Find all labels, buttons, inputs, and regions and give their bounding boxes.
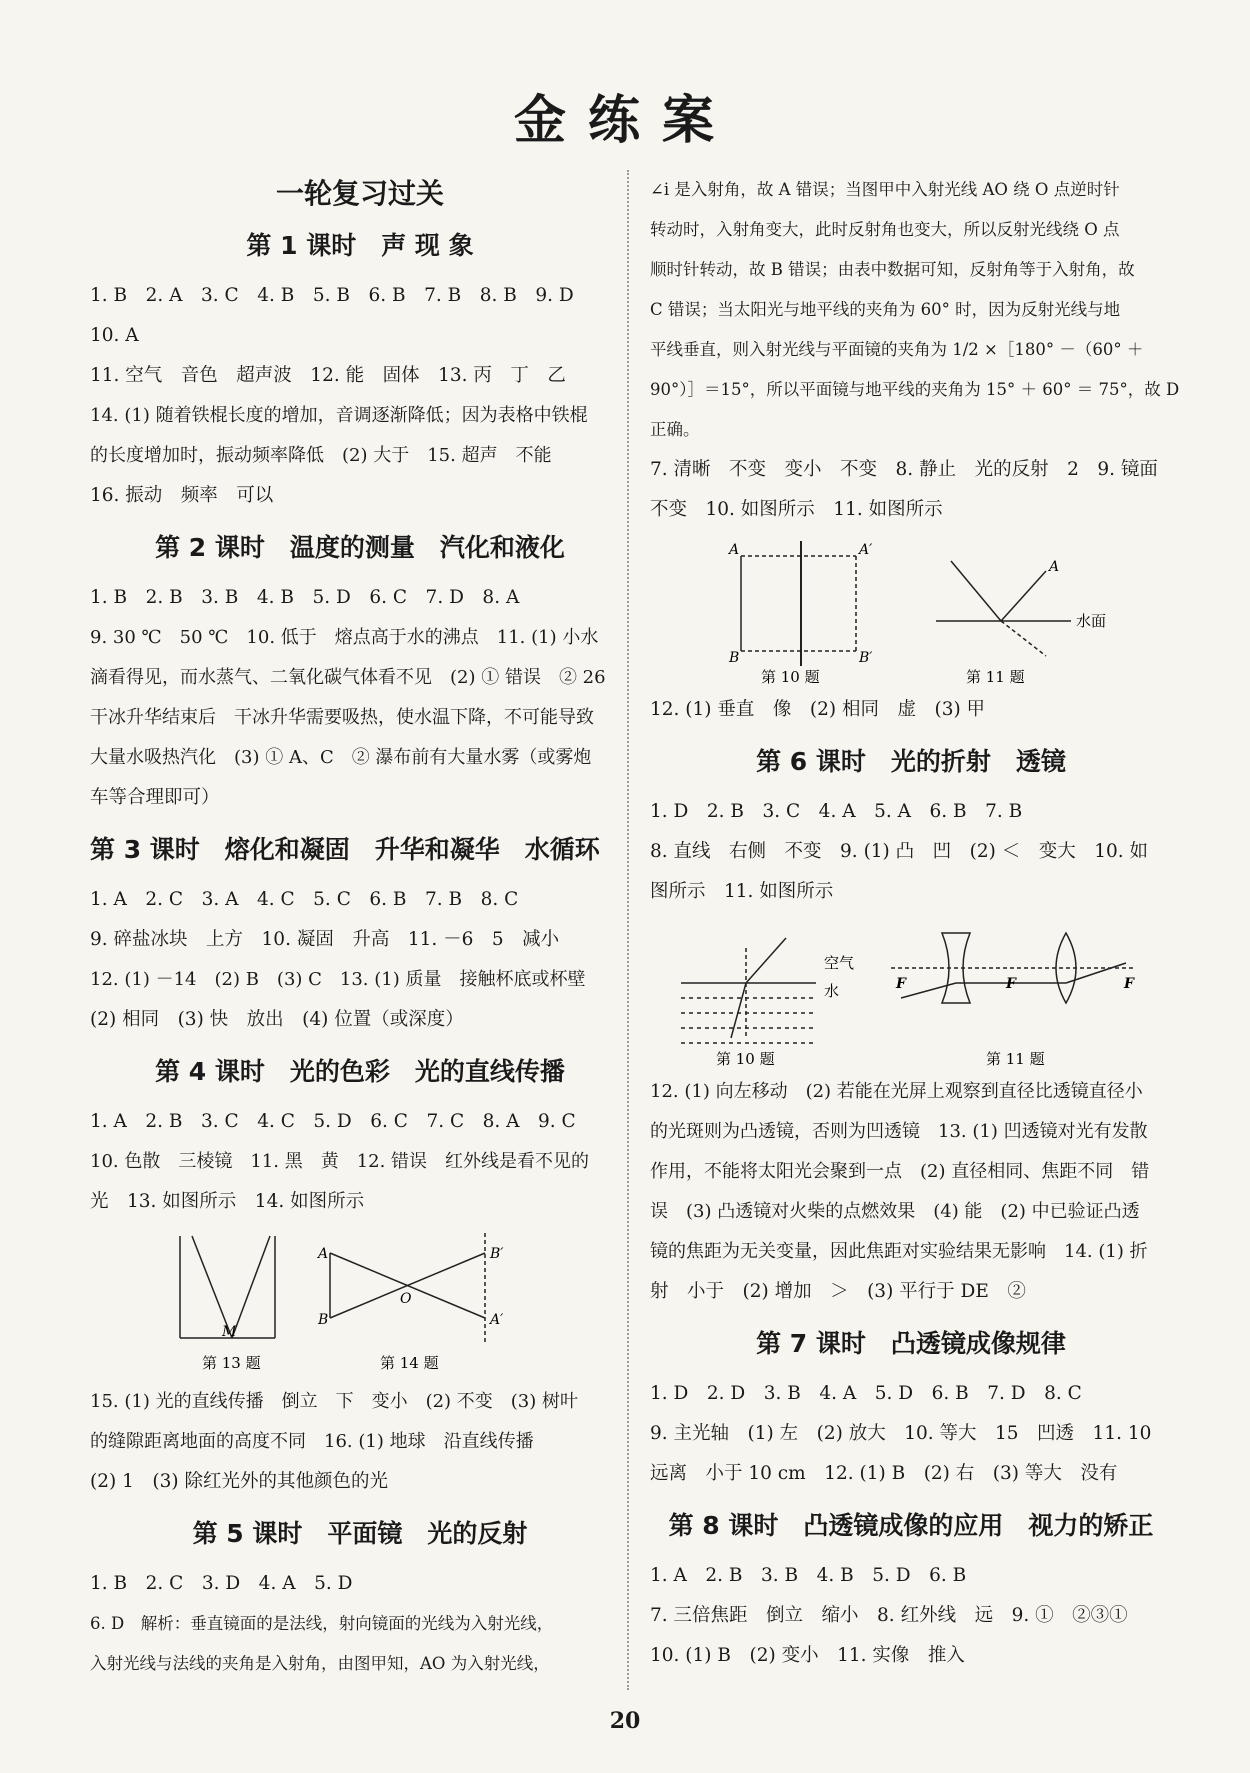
answer-line: 1. D 2. B 3. C 4. A 5. A 6. B 7. B [650,801,1023,822]
light-ray [1001,571,1046,621]
light-ray [192,1236,232,1338]
figure-10-11-reflection [701,536,1121,686]
answer-line: 正确。 [650,420,700,439]
figure-label: A [1049,559,1060,575]
answer-line: 顺时针转动，故 B 错误；由表中数据可知，反射角等于入射角，故 [650,260,1135,279]
figure-label: 水面 [1076,612,1107,630]
figure-caption: 第 11 题 [986,1050,1045,1068]
answer-line: 车等合理即可） [90,787,220,808]
answer-line: 干冰升华结束后 干冰升华需要吸热，使水温下降，不可能导致 [90,707,594,728]
section-title: 第 8 课时 凸透镜成像的应用 视力的矫正 [668,1511,1154,1540]
figure-label: B′ [859,650,873,666]
answer-line: 90°）］＝15°，所以平面镜与地平线的夹角为 15° ＋ 60° ＝ 75°，故 D [650,380,1180,399]
section-title: 第 2 课时 温度的测量 汽化和液化 [155,533,565,562]
answer-line: 的光斑则为凸透镜，否则为凹透镜 13. (1) 凹透镜对光有发散 [650,1121,1148,1142]
figure-label: F [1124,976,1134,992]
figure-label: 空气 [824,954,855,972]
answer-line: 16. 振动 频率 可以 [90,485,274,506]
figure-label: F [1006,976,1016,992]
answer-line: 12. (1) 垂直 像 (2) 相同 虚 (3) 甲 [650,699,986,720]
answer-line: 7. 清晰 不变 变小 不变 8. 静止 光的反射 2 9. 镜面 [650,459,1158,480]
section-title: 第 4 课时 光的色彩 光的直线传播 [155,1057,565,1086]
figure-caption: 第 14 题 [380,1354,439,1372]
answer-line: 7. 三倍焦距 倒立 缩小 8. 红外线 远 9. ① ②③① [650,1605,1128,1626]
figure-caption: 第 11 题 [966,668,1025,686]
section-title: 第 1 课时 声 现 象 [246,231,474,260]
answer-line: 9. 碎盐冰块 上方 10. 凝固 升高 11. －6 5 减小 [90,929,560,950]
answer-line: 1. B 2. B 3. B 4. B 5. D 6. C 7. D 8. A [90,587,520,608]
answer-line: 误 (3) 凸透镜对火柴的点燃效果 (4) 能 (2) 中已验证凸透 [650,1201,1140,1222]
answer-line: 12. (1) －14 (2) B (3) C 13. (1) 质量 接触杯底或杯壁 [90,969,586,990]
answer-line: 的缝隙距离地面的高度不同 16. (1) 地球 沿直线传播 [90,1431,534,1452]
answer-line: 9. 30 ℃ 50 ℃ 10. 低于 熔点高于水的沸点 11. (1) 小水 [90,627,599,648]
figure-14 [330,1233,485,1343]
figure-label: B [318,1312,329,1328]
answer-line: 10. 色散 三棱镜 11. 黑 黄 12. 错误 红外线是看不见的 [90,1151,590,1172]
answer-line: 8. 直线 右侧 不变 9. (1) 凸 凹 (2) ＜ 变大 10. 如 [650,841,1149,862]
figure-label: O [400,1291,412,1307]
answer-line: 光 13. 如图所示 14. 如图所示 [90,1191,365,1212]
left-column [90,170,630,1684]
answer-line: 10. (1) B (2) 变小 11. 实像 推入 [650,1645,965,1666]
figure-11-lenses [891,933,1136,1003]
figure-10-refraction [681,938,816,1043]
light-ray [232,1236,270,1338]
answer-line: 11. 空气 音色 超声波 12. 能 固体 13. 丙 丁 乙 [90,365,566,386]
light-ray [901,983,956,998]
answer-line: 不变 10. 如图所示 11. 如图所示 [650,499,943,520]
light-ray [951,561,1001,621]
answer-line: 镜的焦距为无关变量，因此焦距对实验结果无影响 14. (1) 折 [650,1241,1148,1262]
answer-line: 10. A [90,325,139,346]
answer-line: 的长度增加时，振动频率降低 (2) 大于 15. 超声 不能 [90,445,552,466]
figure-label: A [729,542,740,558]
answer-line: (2) 1 (3) 除红光外的其他颜色的光 [90,1471,388,1492]
light-ray [1066,963,1126,983]
answer-line: 射 小于 (2) 增加 ＞ (3) 平行于 DE ② [650,1281,1026,1302]
figure-label: M [222,1324,237,1340]
figure-label: A′ [859,542,873,558]
figure-13-14 [170,1228,550,1378]
answer-line: 1. B 2. C 3. D 4. A 5. D [90,1573,353,1594]
answer-line: 14. (1) 随着铁棍长度的增加，音调逐渐降低；因为表格中铁棍 [90,405,588,426]
figure-10-11-refraction [676,918,1146,1068]
figure-label: A [318,1246,329,1262]
figure-10-mirror [741,541,856,666]
answer-line: 大量水吸热汽化 (3) ① A、C ② 瀑布前有大量水雾（或雾炮 [90,747,592,768]
figure-11-water [936,561,1071,656]
answer-line: 9. 主光轴 (1) 左 (2) 放大 10. 等大 15 凹透 11. 10 [650,1423,1152,1444]
main-heading: 一轮复习过关 [275,177,444,210]
answer-line: 15. (1) 光的直线传播 倒立 下 变小 (2) 不变 (3) 树叶 [90,1391,579,1412]
section-title: 第 6 课时 光的折射 透镜 [756,747,1066,776]
answer-line: 1. A 2. B 3. B 4. B 5. D 6. B [650,1565,967,1586]
section-title: 第 5 课时 平面镜 光的反射 [192,1519,528,1548]
answer-line: 12. (1) 向左移动 (2) 若能在光屏上观察到直径比透镜直径小 [650,1081,1143,1102]
answer-line: 1. B 2. A 3. C 4. B 5. B 6. B 7. B 8. B 9. D [90,285,574,306]
figure-label: F [896,976,906,992]
answer-line: 转动时，入射角变大，此时反射角也变大，所以反射光线绕 O 点 [650,220,1120,239]
right-column [650,170,1180,1676]
page-number: 20 [609,1708,641,1734]
answer-line: 图所示 11. 如图所示 [650,881,834,902]
figure-caption: 第 10 题 [716,1050,775,1068]
answer-line: 1. A 2. B 3. C 4. C 5. D 6. C 7. C 8. A 9. C [90,1111,576,1132]
answer-line: 6. D 解析：垂直镜面的是法线，射向镜面的光线为入射光线， [90,1614,554,1633]
light-ray [731,983,746,1038]
light-ray [746,938,786,983]
figure-label: B′ [490,1246,504,1262]
answer-line: 1. A 2. C 3. A 4. C 5. C 6. B 7. B 8. C [90,889,519,910]
answer-line: C 错误；当太阳光与地平线的夹角为 60° 时，因为反射光线与地 [650,300,1121,319]
figure-caption: 第 13 题 [202,1354,261,1372]
figure-label: B [729,650,740,666]
answer-line: (2) 相同 (3) 快 放出 (4) 位置（或深度） [90,1009,464,1030]
answer-line: 平线垂直，则入射光线与平面镜的夹角为 1/2 ×［180° －（60° ＋ [650,340,1144,359]
section-title: 第 7 课时 凸透镜成像规律 [756,1329,1066,1358]
figure-label: 水 [824,982,840,1000]
page-title: 金练案 [513,90,736,151]
section-title: 第 3 课时 熔化和凝固 升华和凝华 水循环 [90,835,600,864]
figure-label: A′ [490,1312,504,1328]
figure-13 [180,1236,275,1338]
answer-line: 滴看得见，而水蒸气、二氧化碳气体看不见 (2) ① 错误 ② 26 [90,667,606,688]
answer-line: 入射光线与法线的夹角是入射角，由图甲知，AO 为入射光线， [90,1654,550,1673]
answer-line: 远离 小于 10 cm 12. (1) B (2) 右 (3) 等大 没有 [650,1463,1118,1484]
answer-line: ∠i 是入射角，故 A 错误；当图甲中入射光线 AO 绕 O 点逆时针 [650,180,1120,199]
figure-caption: 第 10 题 [761,668,820,686]
answer-line: 1. D 2. D 3. B 4. A 5. D 6. B 7. D 8. C [650,1383,1082,1404]
answer-line: 作用，不能将太阳光会聚到一点 (2) 直径相同、焦距不同 错 [650,1161,1150,1182]
